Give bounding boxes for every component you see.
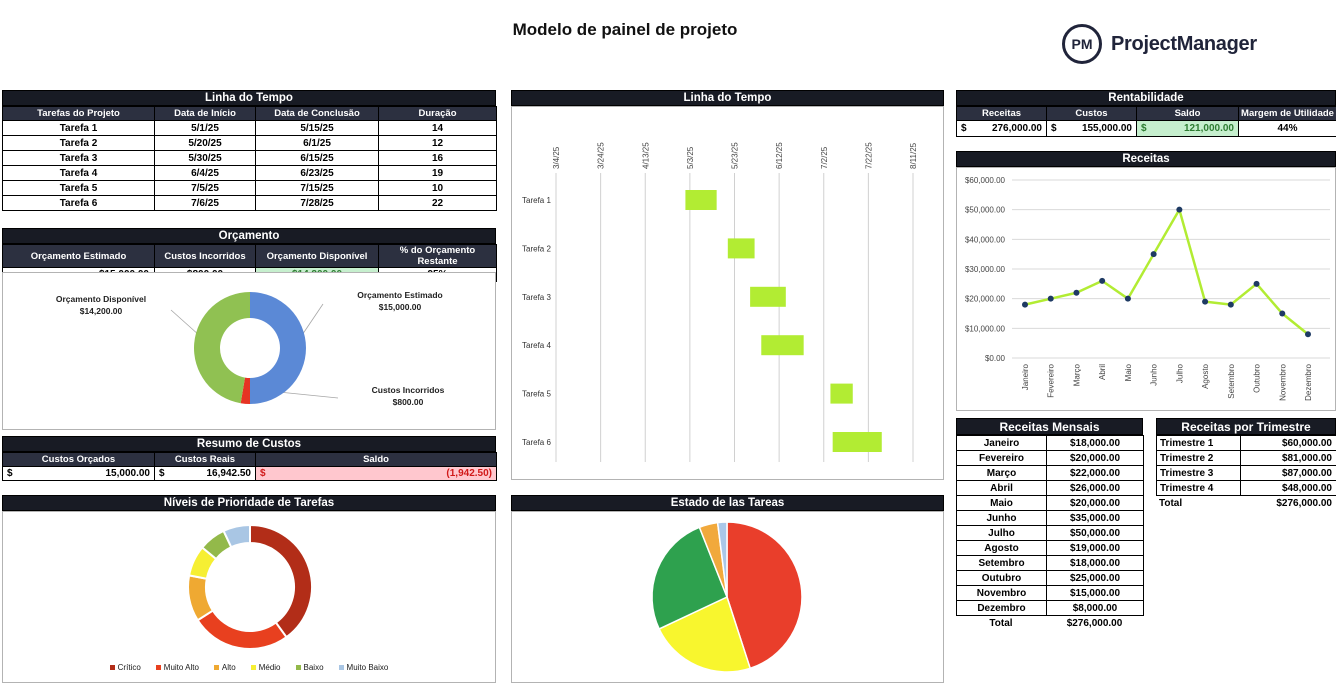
revenue-chart-title[interactable]: Receitas [956, 151, 1336, 167]
logo-text: ProjectManager [1111, 32, 1257, 55]
priority-donut-chart[interactable] [3, 512, 495, 682]
currency-symbol: $ [961, 123, 967, 134]
table-cell[interactable]: $50,000.00 [1047, 526, 1144, 541]
total-value: $276,000.00 [1276, 498, 1332, 509]
legend-item-Crítico[interactable] [110, 663, 141, 672]
table-cell[interactable]: Maio [957, 496, 1047, 511]
column-header[interactable]: Receitas [957, 107, 1047, 121]
x-axis-label: Agosto [1201, 364, 1211, 389]
table-row [957, 451, 1144, 466]
table-cell[interactable]: Trimestre 3 [1157, 466, 1241, 481]
table-row [957, 541, 1144, 556]
x-axis-label: Junho [1149, 364, 1159, 386]
table-row [957, 511, 1144, 526]
table-cell[interactable]: 5/30/25 [155, 151, 256, 166]
quarterly-revenue-table[interactable] [1156, 435, 1336, 496]
table-row [1157, 451, 1336, 466]
column-header[interactable]: Saldo [256, 453, 497, 467]
table-row [957, 496, 1144, 511]
monthly-total-row [956, 616, 1143, 631]
table-row [1157, 481, 1336, 496]
y-axis-label: $10,000.00 [964, 324, 1005, 334]
cell-value: 276,000.00 [991, 123, 1042, 134]
pm-monogram: PM [1071, 36, 1093, 52]
date-axis-label: 6/12/25 [775, 142, 785, 169]
legend-swatch [110, 665, 115, 670]
table-cell[interactable]: 10 [379, 181, 497, 196]
table-cell[interactable]: 22 [379, 196, 497, 211]
data-point-Fevereiro[interactable] [1048, 296, 1054, 302]
legend-item-Médio[interactable] [251, 663, 281, 672]
table-cell[interactable]: Tarefa 6 [3, 196, 155, 211]
date-axis-label: 5/23/25 [730, 142, 740, 169]
currency-symbol: $ [260, 468, 266, 479]
priority-chart-title[interactable]: Níveis de Prioridade de Tarefas [2, 495, 496, 511]
legend-label: Médio [258, 663, 281, 672]
monthly-revenue-table[interactable] [956, 435, 1144, 616]
task-status-panel [511, 511, 944, 683]
table-row [957, 526, 1144, 541]
table-cell[interactable]: Trimestre 1 [1157, 436, 1241, 451]
gantt-bar-Tarefa 1[interactable] [685, 190, 716, 210]
table-header-row [3, 245, 497, 268]
gantt-bar-Tarefa 5[interactable] [830, 384, 852, 404]
table-cell[interactable]: 12 [379, 136, 497, 151]
margin-cell[interactable]: 44% [1239, 121, 1336, 137]
cost-summary-table[interactable] [2, 452, 497, 481]
column-header[interactable]: Duração [379, 107, 497, 121]
pie-slice-Crítico[interactable] [250, 525, 312, 637]
x-axis-label: Maio [1123, 364, 1133, 382]
table-cell[interactable]: 7/15/25 [256, 181, 379, 196]
cell-value: 121,000.00 [1183, 123, 1234, 134]
table-cell[interactable]: $15,000.00 [1047, 586, 1144, 601]
data-point-Setembro[interactable] [1228, 302, 1234, 308]
currency-symbol: $ [159, 468, 165, 479]
table-header-row [3, 453, 497, 467]
donut-label-disponivel [31, 293, 171, 317]
gantt-bar-Tarefa 3[interactable] [750, 287, 786, 307]
priority-chart-panel [2, 511, 496, 683]
table-row [957, 571, 1144, 586]
legend-label: Muito Alto [163, 663, 199, 672]
line-series [1025, 210, 1308, 335]
quarterly-total-row [1156, 496, 1336, 511]
table-cell[interactable]: Tarefa 2 [3, 136, 155, 151]
table-row [1157, 466, 1336, 481]
legend-swatch [214, 665, 219, 670]
legend-swatch [251, 665, 256, 670]
table-cell[interactable]: $20,000.00 [1047, 496, 1144, 511]
x-axis-label: Dezembro [1304, 364, 1313, 401]
table-cell[interactable] [3, 467, 155, 481]
table-row [1157, 436, 1336, 451]
data-point-Abril[interactable] [1099, 278, 1105, 284]
data-point-Novembro[interactable] [1279, 311, 1285, 317]
table-row [957, 601, 1144, 616]
table-cell[interactable]: $19,000.00 [1047, 541, 1144, 556]
table-cell[interactable] [1047, 121, 1137, 137]
estado-pie-chart[interactable] [512, 512, 943, 682]
task-status-title[interactable]: Estado de las Tareas [511, 495, 944, 511]
table-cell[interactable]: Junho [957, 511, 1047, 526]
data-point-Janeiro[interactable] [1022, 302, 1028, 308]
priority-legend [3, 663, 495, 672]
column-header[interactable]: Custos Incorridos [155, 245, 256, 268]
table-cell[interactable]: Setembro [957, 556, 1047, 571]
table-cell[interactable]: Tarefa 3 [3, 151, 155, 166]
x-axis-label: Outubro [1252, 364, 1262, 393]
gantt-bar-Tarefa 4[interactable] [761, 335, 803, 355]
table-cell[interactable]: Dezembro [957, 601, 1047, 616]
pie-slice-Muito Alto[interactable] [198, 611, 287, 649]
table-cell[interactable]: Janeiro [957, 436, 1047, 451]
revenue-chart-panel [956, 167, 1336, 411]
budget-donut-panel [2, 272, 496, 430]
table-cell[interactable]: $26,000.00 [1047, 481, 1144, 496]
table-cell[interactable]: $25,000.00 [1047, 571, 1144, 586]
legend-item-Baixo[interactable] [296, 663, 324, 672]
column-header[interactable]: Custos Reais [155, 453, 256, 467]
timeline-table[interactable] [2, 106, 497, 211]
currency-symbol: $ [7, 468, 13, 479]
table-cell[interactable]: Trimestre 4 [1157, 481, 1241, 496]
table-row [3, 181, 497, 196]
table-cell[interactable]: 16 [379, 151, 497, 166]
profitability-title[interactable]: Rentabilidade [956, 90, 1336, 106]
table-cell[interactable]: 5/1/25 [155, 121, 256, 136]
task-label: Tarefa 2 [522, 244, 551, 254]
cost-summary-title[interactable]: Resumo de Custos [2, 436, 496, 452]
table-header-row [957, 107, 1336, 121]
legend-label: Baixo [303, 663, 324, 672]
column-header[interactable]: Custos [1047, 107, 1137, 121]
legend-swatch [296, 665, 301, 670]
table-row [3, 166, 497, 181]
cell-value: 155,000.00 [1081, 123, 1132, 134]
data-point-Março[interactable] [1073, 290, 1079, 296]
table-row [957, 586, 1144, 601]
y-axis-label: $0.00 [984, 354, 1005, 363]
currency-symbol: $ [1051, 123, 1057, 134]
page-title: Modelo de painel de projeto [512, 20, 738, 39]
x-axis-label: Abril [1098, 364, 1108, 381]
table-cell[interactable]: $18,000.00 [1047, 556, 1144, 571]
table-cell[interactable]: $87,000.00 [1241, 466, 1336, 481]
total-label: Total [989, 618, 1013, 629]
table-cell[interactable]: 7/6/25 [155, 196, 256, 211]
table-cell[interactable]: $48,000.00 [1241, 481, 1336, 496]
date-axis-label: 5/3/25 [685, 146, 695, 169]
table-cell[interactable]: $22,000.00 [1047, 466, 1144, 481]
date-axis-label: 4/13/25 [641, 142, 651, 169]
gantt-chart-panel [511, 106, 944, 480]
x-axis-label: Março [1072, 364, 1082, 387]
table-row [957, 436, 1144, 451]
table-row [3, 467, 497, 481]
cell-value: (1,942.50) [446, 468, 492, 479]
profitability-table[interactable] [956, 106, 1336, 137]
table-cell[interactable]: Tarefa 5 [3, 181, 155, 196]
task-label: Tarefa 1 [522, 196, 551, 205]
legend-label: Muito Baixo [346, 663, 389, 672]
column-header[interactable]: Data de Início [155, 107, 256, 121]
column-header[interactable]: Margem de Utilidade [1239, 107, 1336, 121]
table-cell[interactable] [155, 467, 256, 481]
x-axis-label: Novembro [1278, 364, 1288, 401]
data-point-Maio[interactable] [1125, 296, 1131, 302]
table-cell[interactable]: 14 [379, 121, 497, 136]
x-axis-label: Fevereiro [1046, 364, 1056, 398]
table-cell[interactable]: Julho [957, 526, 1047, 541]
table-header-row [3, 107, 497, 121]
y-axis-label: $40,000.00 [964, 235, 1005, 245]
x-axis-label: Setembro [1226, 364, 1236, 399]
task-label: Tarefa 5 [522, 389, 551, 399]
slice-label: Orçamento Disponível [55, 294, 147, 304]
table-cell[interactable]: 6/23/25 [256, 166, 379, 181]
saldo-cell-positive[interactable] [1137, 121, 1239, 137]
table-cell[interactable]: 5/15/25 [256, 121, 379, 136]
total-value: $276,000.00 [1066, 618, 1123, 629]
table-cell[interactable]: Trimestre 2 [1157, 451, 1241, 466]
table-cell[interactable]: $35,000.00 [1047, 511, 1144, 526]
task-label: Tarefa 3 [522, 292, 551, 302]
column-header[interactable]: Tarefas do Projeto [3, 107, 155, 121]
pie-slice-Orçamento Estimado[interactable] [250, 292, 306, 404]
task-label: Tarefa 4 [522, 341, 551, 351]
quarterly-revenue-title[interactable]: Receitas por Trimestre [1156, 418, 1336, 435]
task-label: Tarefa 6 [522, 438, 551, 447]
legend-item-Muito Alto[interactable] [156, 663, 199, 672]
receitas-line-chart[interactable] [957, 168, 1335, 410]
table-cell[interactable]: $81,000.00 [1241, 451, 1336, 466]
total-label: Total [1159, 498, 1183, 509]
table-cell[interactable]: 19 [379, 166, 497, 181]
date-axis-label: 7/22/25 [864, 142, 874, 169]
column-header[interactable]: Saldo [1137, 107, 1239, 121]
column-header[interactable]: % do Orçamento Restante [379, 245, 497, 268]
table-row [957, 466, 1144, 481]
donut-label-custos [333, 384, 483, 408]
monthly-revenue-title[interactable]: Receitas Mensais [956, 418, 1143, 435]
x-axis-label: Janeiro [1021, 364, 1030, 391]
table-row [3, 121, 497, 136]
table-cell[interactable] [957, 121, 1047, 137]
cell-value: 16,942.50 [206, 468, 251, 479]
legend-swatch [339, 665, 344, 670]
table-row [3, 136, 497, 151]
table-row [3, 196, 497, 211]
gantt-bar-Tarefa 2[interactable] [728, 238, 755, 258]
date-axis-label: 7/2/25 [819, 146, 829, 169]
table-cell[interactable]: Tarefa 1 [3, 121, 155, 136]
table-cell[interactable]: Novembro [957, 586, 1047, 601]
pm-logo-icon [1062, 24, 1102, 64]
column-header[interactable]: Orçamento Disponível [256, 245, 379, 268]
currency-symbol: $ [1141, 123, 1147, 134]
legend-label: Crítico [117, 663, 141, 672]
x-axis-label: Julho [1175, 364, 1185, 384]
table-row [957, 556, 1144, 571]
timeline-table-title[interactable]: Linha do Tempo [2, 90, 496, 106]
table-cell[interactable]: 6/1/25 [256, 136, 379, 151]
table-cell[interactable]: 7/5/25 [155, 181, 256, 196]
table-row [957, 481, 1144, 496]
legend-item-Muito Baixo[interactable] [339, 663, 389, 672]
y-axis-label: $60,000.00 [964, 176, 1005, 185]
donut-label-estimado [325, 289, 475, 313]
table-cell[interactable]: Outubro [957, 571, 1047, 586]
projectmanager-logo [1062, 24, 1257, 64]
legend-label: Alto [221, 663, 236, 672]
table-cell[interactable]: $8,000.00 [1047, 601, 1144, 616]
data-point-Junho[interactable] [1151, 251, 1157, 257]
budget-table-title[interactable]: Orçamento [2, 228, 496, 244]
data-point-Outubro[interactable] [1254, 281, 1260, 287]
saldo-cell-negative[interactable] [256, 467, 497, 481]
gantt-chart[interactable] [512, 107, 943, 479]
table-row [3, 151, 497, 166]
table-cell[interactable]: Março [957, 466, 1047, 481]
date-axis-label: 8/11/25 [909, 142, 918, 169]
slice-label: Orçamento Estimado [357, 290, 443, 300]
pie-slice-Alto[interactable] [188, 575, 213, 620]
column-header[interactable]: Orçamento Estimado [3, 245, 155, 268]
table-cell[interactable]: Agosto [957, 541, 1047, 556]
date-axis-label: 3/4/25 [552, 146, 561, 169]
cell-value: 15,000.00 [105, 468, 150, 479]
y-axis-label: $20,000.00 [964, 294, 1005, 304]
table-row [957, 121, 1336, 137]
y-axis-label: $30,000.00 [964, 265, 1005, 274]
data-point-Dezembro[interactable] [1305, 331, 1311, 337]
table-cell[interactable]: 7/28/25 [256, 196, 379, 211]
slice-value: $14,200.00 [79, 306, 123, 316]
table-cell[interactable]: Abril [957, 481, 1047, 496]
slice-value: $15,000.00 [378, 302, 422, 312]
gantt-bar-Tarefa 6[interactable] [833, 432, 882, 452]
table-cell[interactable]: $18,000.00 [1047, 436, 1144, 451]
slice-label: Custos Incorridos [371, 385, 445, 395]
y-axis-label: $50,000.00 [964, 205, 1005, 215]
legend-item-Alto[interactable] [214, 663, 236, 672]
column-header[interactable]: Custos Orçados [3, 453, 155, 467]
table-cell[interactable]: Fevereiro [957, 451, 1047, 466]
table-cell[interactable]: $60,000.00 [1241, 436, 1336, 451]
table-cell[interactable]: 6/4/25 [155, 166, 256, 181]
legend-swatch [156, 665, 161, 670]
data-point-Agosto[interactable] [1202, 299, 1208, 305]
date-axis-label: 3/24/25 [596, 142, 606, 169]
table-cell[interactable]: 5/20/25 [155, 136, 256, 151]
gantt-chart-title[interactable]: Linha do Tempo [511, 90, 944, 106]
data-point-Julho[interactable] [1176, 207, 1182, 213]
table-cell[interactable]: Tarefa 4 [3, 166, 155, 181]
pie-slice-Orçamento Disponível[interactable] [194, 292, 250, 403]
slice-value: $800.00 [392, 397, 424, 407]
column-header[interactable]: Data de Conclusão [256, 107, 379, 121]
table-cell[interactable]: $20,000.00 [1047, 451, 1144, 466]
table-cell[interactable]: 6/15/25 [256, 151, 379, 166]
